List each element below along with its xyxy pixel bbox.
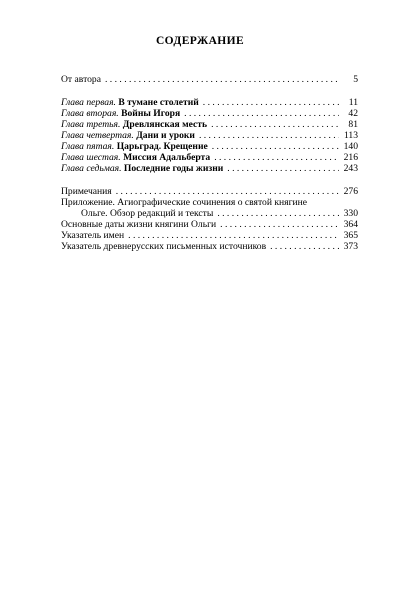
leader-dots — [199, 130, 339, 141]
leader-dots — [227, 163, 339, 174]
leader-dots — [105, 74, 339, 85]
toc-entry-page: 243 — [343, 163, 358, 174]
toc-entry-page: 330 — [343, 208, 358, 219]
toc-entry-notes — [61, 186, 358, 197]
toc-entry-sources-index — [61, 241, 358, 252]
chapter-name: Войны Игоря — [121, 108, 181, 119]
toc-entry-chapter-5 — [61, 141, 358, 152]
toc-entry-page: 113 — [343, 130, 358, 141]
leader-dots — [184, 108, 339, 119]
leader-dots — [212, 141, 339, 152]
chapter-name: В тумане столетий — [118, 97, 199, 108]
toc-entry-title — [61, 130, 195, 141]
toc-entry-page: 364 — [343, 219, 358, 230]
toc-entry-title — [61, 141, 208, 152]
chapter-label: Глава пятая. — [61, 141, 115, 152]
toc-entry-title — [61, 152, 210, 163]
toc-chapters-section — [61, 97, 358, 174]
leader-dots — [116, 186, 339, 197]
toc-entry-title: Указатель имен — [61, 230, 125, 241]
toc-entry-chapter-6 — [61, 152, 358, 163]
chapter-label: Глава седьмая. — [61, 163, 122, 174]
chapter-label: Глава первая. — [61, 97, 116, 108]
toc-entry-title — [61, 119, 207, 130]
toc-entry-author — [61, 74, 358, 85]
toc-entry-chapter-4 — [61, 130, 358, 141]
toc-entry-page: 276 — [343, 186, 358, 197]
toc-entry-page: 11 — [348, 97, 358, 108]
toc-entry-title — [61, 163, 223, 174]
page-title: СОДЕРЖАНИЕ — [155, 35, 245, 47]
chapter-label: Глава шестая. — [61, 152, 121, 163]
chapter-name: Дани и уроки — [136, 130, 195, 141]
toc-entry-chapter-7 — [61, 163, 358, 174]
toc-entry-page: 365 — [343, 230, 358, 241]
toc-entry-chapter-3 — [61, 119, 358, 130]
toc-entry-title — [61, 97, 199, 108]
toc-author-section — [61, 74, 358, 85]
leader-dots — [211, 119, 339, 130]
toc-entry-supplement-line1: Приложение. Агиографические сочинения о святой княгине — [61, 197, 308, 208]
toc-entry-names-index — [61, 230, 358, 241]
chapter-label: Глава четвертая. — [61, 130, 134, 141]
toc-entry-title: Ольге. Обзор редакций и тексты — [81, 208, 214, 219]
leader-dots — [203, 97, 339, 108]
toc-entry-chapter-1 — [61, 97, 358, 108]
chapter-label: Глава вторая. — [61, 108, 119, 119]
leader-dots — [217, 208, 339, 219]
toc-entry-title: Примечания — [61, 186, 112, 197]
toc-entry-title — [61, 108, 180, 119]
leader-dots — [128, 230, 339, 241]
toc-entry-page: 140 — [343, 141, 358, 152]
toc-entry-page: 81 — [348, 119, 358, 130]
leader-dots — [220, 219, 339, 230]
toc-entry-dates — [61, 219, 358, 230]
toc-entry-page: 373 — [343, 241, 358, 252]
toc-entry-page: 216 — [343, 152, 358, 163]
chapter-name: Миссия Адальберта — [123, 152, 211, 163]
toc-entry-supplement — [61, 208, 358, 219]
chapter-name: Последние годы жизни — [123, 163, 224, 174]
leader-dots — [270, 241, 339, 252]
toc-entry-title: Основные даты жизни княгини Ольги — [61, 219, 217, 230]
toc-entry-page: 5 — [353, 74, 358, 85]
chapter-name: Царьград. Крещение — [116, 141, 208, 152]
toc-appendix-section — [61, 186, 358, 252]
toc-entry-chapter-2 — [61, 108, 358, 119]
toc-entry-title: От автора — [61, 74, 101, 85]
toc-entry-page: 42 — [348, 108, 358, 119]
chapter-name: Древлянская месть — [122, 119, 208, 130]
leader-dots — [214, 152, 339, 163]
chapter-label: Глава третья. — [61, 119, 121, 130]
toc-entry-title: Указатель древнерусских письменных источников — [61, 241, 267, 252]
